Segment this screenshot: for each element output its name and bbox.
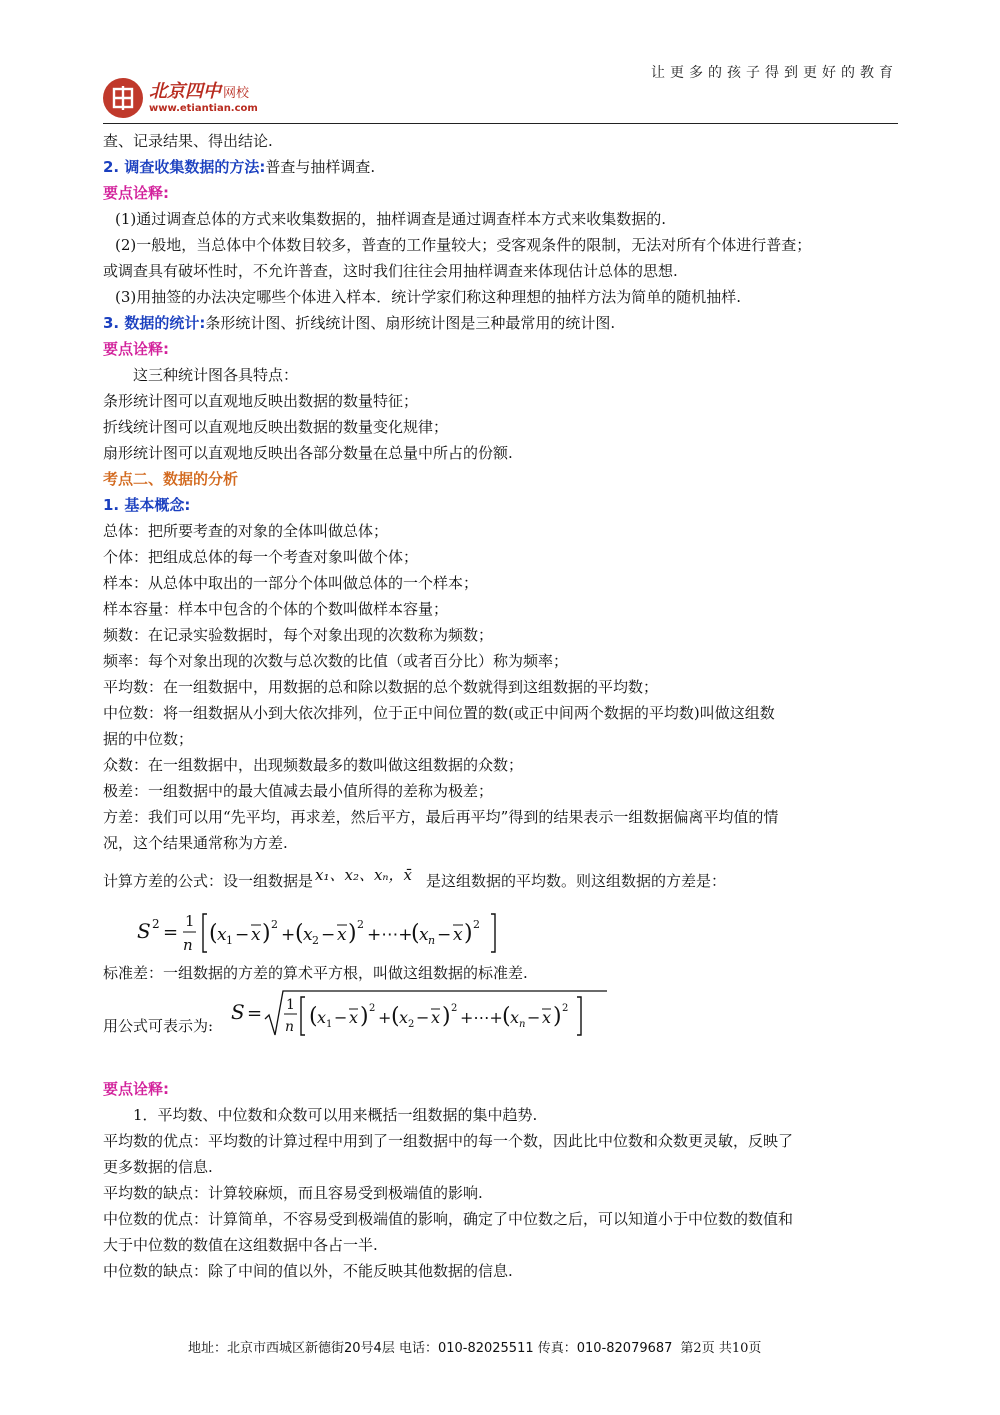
svg-text:=: = bbox=[163, 922, 179, 943]
svg-text:(: ( bbox=[391, 1004, 400, 1029]
definition-line: 方差：我们可以用“先平均，再求差，然后平方，最后再平均”得到的结果表示一组数据偏离平均值的情 bbox=[103, 808, 779, 826]
svg-text:S: S bbox=[137, 919, 151, 943]
definition-line: 众数：在一组数据中，出现频数最多的数叫做这组数据的众数； bbox=[103, 756, 524, 774]
svg-text:2: 2 bbox=[271, 918, 278, 931]
std-formula bbox=[227, 985, 627, 1047]
definition-line: 据的中位数； bbox=[103, 730, 194, 748]
key-point-label: 要点诠释: bbox=[103, 340, 169, 358]
svg-text:−: − bbox=[416, 1008, 430, 1027]
svg-text:x: x bbox=[399, 1008, 409, 1027]
logo-name: 北京四中 bbox=[149, 80, 221, 102]
svg-text:2: 2 bbox=[473, 918, 480, 931]
section-heading: 3. 数据的统计: bbox=[103, 314, 206, 332]
svg-text:x: x bbox=[251, 925, 261, 945]
logo-url: www.etiantian.com bbox=[149, 102, 258, 114]
header-slogan: 让更多的孩子得到更好的教育 bbox=[651, 65, 898, 81]
svg-text:1: 1 bbox=[185, 912, 195, 930]
svg-text:x: x bbox=[217, 925, 227, 945]
text-line: 折线统计图可以直观地反映出数据的数量变化规律； bbox=[103, 418, 449, 436]
text-line: 大于中位数的数值在这组数据中各占一半. bbox=[103, 1236, 378, 1254]
svg-text:x: x bbox=[453, 925, 463, 945]
svg-text:(: ( bbox=[411, 921, 420, 946]
svg-text:−: − bbox=[321, 925, 336, 945]
definition-line: 频数：在记录实验数据时，每个对象出现的次数称为频数； bbox=[103, 626, 494, 644]
section-title: 考点二、数据的分析 bbox=[103, 470, 239, 488]
svg-text:+: + bbox=[378, 1008, 392, 1027]
svg-text:x: x bbox=[542, 1008, 552, 1027]
svg-text:n: n bbox=[428, 934, 436, 947]
text-line: 平均数的缺点：计算较麻烦，而且容易受到极端值的影响. bbox=[103, 1184, 483, 1202]
variance-intro bbox=[103, 856, 900, 904]
data-variables: x₁、x₂、xₙ，x̄ bbox=[315, 865, 412, 884]
svg-text:x: x bbox=[510, 1008, 520, 1027]
definition-line: 平均数：在一组数据中，用数据的总和除以数据的总个数就得到这组数据的平均数； bbox=[103, 678, 659, 696]
std-definition: 标准差：一组数据的方差的算术平方根，叫做这组数据的标准差. bbox=[103, 964, 528, 982]
text-line: 查、记录结果、得出结论. bbox=[103, 132, 273, 150]
svg-text:): ) bbox=[553, 1004, 562, 1029]
definition-line: 样本：从总体中取出的一部分个体叫做总体的一个样本； bbox=[103, 574, 479, 592]
footer-address: 地址：北京市西城区新德街20号4层 电话：010-82025511 传真：010-82079687 bbox=[188, 1341, 673, 1356]
svg-text:+: + bbox=[281, 925, 296, 945]
svg-text:2: 2 bbox=[408, 1019, 415, 1030]
svg-text:(: ( bbox=[502, 1004, 511, 1029]
svg-text:−: − bbox=[235, 925, 250, 945]
key-point-label: 要点诠释: bbox=[103, 184, 169, 202]
svg-text:n: n bbox=[519, 1019, 526, 1030]
svg-text:x: x bbox=[419, 925, 429, 945]
text-span: 普查与抽样调查. bbox=[265, 158, 376, 176]
svg-text:2: 2 bbox=[369, 1003, 376, 1014]
svg-text:S: S bbox=[231, 1000, 245, 1024]
svg-text:): ) bbox=[464, 921, 473, 946]
svg-text:=: = bbox=[247, 1003, 263, 1024]
definition-line: 极差：一组数据中的最大值减去最小值所得的差称为极差； bbox=[103, 782, 494, 800]
survey-methods-line bbox=[103, 154, 900, 180]
text-line: 中位数的优点：计算简单，不容易受到极端值的影响，确定了中位数之后，可以知道小于中位数的数值和 bbox=[103, 1210, 794, 1228]
svg-text:): ) bbox=[262, 921, 271, 946]
svg-text:+⋯+: +⋯+ bbox=[367, 925, 413, 945]
svg-text:1: 1 bbox=[326, 1019, 333, 1030]
svg-text:2: 2 bbox=[152, 917, 160, 931]
section-heading: 2. 调查收集数据的方法: bbox=[103, 158, 266, 176]
svg-text:): ) bbox=[348, 921, 357, 946]
svg-text:2: 2 bbox=[562, 1003, 569, 1014]
header-divider bbox=[103, 123, 898, 124]
text-line: 这三种统计图各具特点： bbox=[133, 366, 299, 384]
logo-suffix: 网校 bbox=[223, 85, 250, 101]
svg-text:(: ( bbox=[295, 921, 304, 946]
svg-text:−: − bbox=[437, 925, 452, 945]
svg-text:1: 1 bbox=[226, 934, 233, 947]
text-line: 中位数的缺点：除了中间的值以外，不能反映其他数据的信息. bbox=[103, 1262, 513, 1280]
definition-line: 个体：把组成总体的每一个考查对象叫做个体； bbox=[103, 548, 419, 566]
text-span: 计算方差的公式：设一组数据是 bbox=[103, 871, 314, 890]
svg-text:): ) bbox=[360, 1004, 369, 1029]
page-number: 第2页 共10页 bbox=[680, 1341, 762, 1356]
svg-text:−: − bbox=[527, 1008, 541, 1027]
svg-text:1: 1 bbox=[286, 997, 295, 1013]
text-line: (2)一般地，当总体中个体数目较多，普查的工作量较大；受客观条件的限制，无法对所有个体进行普查； bbox=[115, 236, 812, 254]
definition-line: 频率：每个对象出现的次数与总次数的比值（或者百分比）称为频率； bbox=[103, 652, 569, 670]
section-heading: 1. 基本概念: bbox=[103, 496, 191, 514]
logo-seal-icon bbox=[103, 78, 143, 118]
svg-text:(: ( bbox=[309, 1004, 318, 1029]
text-line: 平均数的优点：平均数的计算过程中用到了一组数据中的每一个数，因此比中位数和众数更灵敏，反映了 bbox=[103, 1132, 794, 1150]
text-line: (3)用抽签的办法决定哪些个体进入样本．统计学家们称这种理想的抽样方法为简单的随机抽样. bbox=[115, 288, 742, 306]
svg-text:x: x bbox=[303, 925, 313, 945]
text-line: 条形统计图可以直观地反映出数据的数量特征； bbox=[103, 392, 419, 410]
text-line: (1)通过调查总体的方式来收集数据的，抽样调查是通过调查样本方式来收集数据的. bbox=[115, 210, 667, 228]
statistics-line bbox=[103, 310, 900, 336]
svg-text:n: n bbox=[285, 1019, 295, 1035]
page-footer bbox=[188, 1337, 761, 1356]
text-line: 或调查具有破坏性时，不允许普查，这时我们往往会用抽样调查来体现估计总体的思想. bbox=[103, 262, 678, 280]
svg-text:x: x bbox=[431, 1008, 441, 1027]
svg-text:2: 2 bbox=[357, 918, 364, 931]
document-body bbox=[103, 128, 900, 1284]
text-line: 扇形统计图可以直观地反映出各部分数量在总量中所占的份额. bbox=[103, 444, 513, 462]
text-span: 用公式可表示为: bbox=[103, 1016, 214, 1035]
text-line: 更多数据的信息. bbox=[103, 1158, 213, 1176]
std-formula-row bbox=[103, 986, 900, 1046]
svg-text:+⋯+: +⋯+ bbox=[460, 1008, 503, 1027]
svg-text:(: ( bbox=[209, 921, 218, 946]
svg-text:−: − bbox=[334, 1008, 348, 1027]
text-span: 是这组数据的平均数。则这组数据的方差是： bbox=[425, 871, 726, 890]
svg-text:2: 2 bbox=[312, 934, 319, 947]
svg-text:n: n bbox=[183, 936, 193, 954]
svg-text:x: x bbox=[349, 1008, 359, 1027]
definition-line: 况，这个结果通常称为方差. bbox=[103, 834, 288, 852]
definition-line: 样本容量：样本中包含的个体的个数叫做样本容量； bbox=[103, 600, 449, 618]
key-point-label: 要点诠释: bbox=[103, 1080, 169, 1098]
svg-text:x: x bbox=[337, 925, 347, 945]
svg-text:x: x bbox=[317, 1008, 327, 1027]
variance-formula bbox=[103, 904, 900, 960]
svg-text:2: 2 bbox=[451, 1003, 458, 1014]
svg-text:): ) bbox=[442, 1004, 451, 1029]
definition-line: 中位数：将一组数据从小到大依次排列，位于正中间位置的数(或正中间两个数据的平均数)叫做这组数 bbox=[103, 704, 775, 722]
text-line: 1．平均数、中位数和众数可以用来概括一组数据的集中趋势. bbox=[133, 1106, 538, 1124]
text-span: 条形统计图、折线统计图、扇形统计图是三种最常用的统计图. bbox=[205, 314, 616, 332]
definition-line: 总体：把所要考查的对象的全体叫做总体； bbox=[103, 522, 389, 540]
school-logo bbox=[103, 76, 258, 120]
